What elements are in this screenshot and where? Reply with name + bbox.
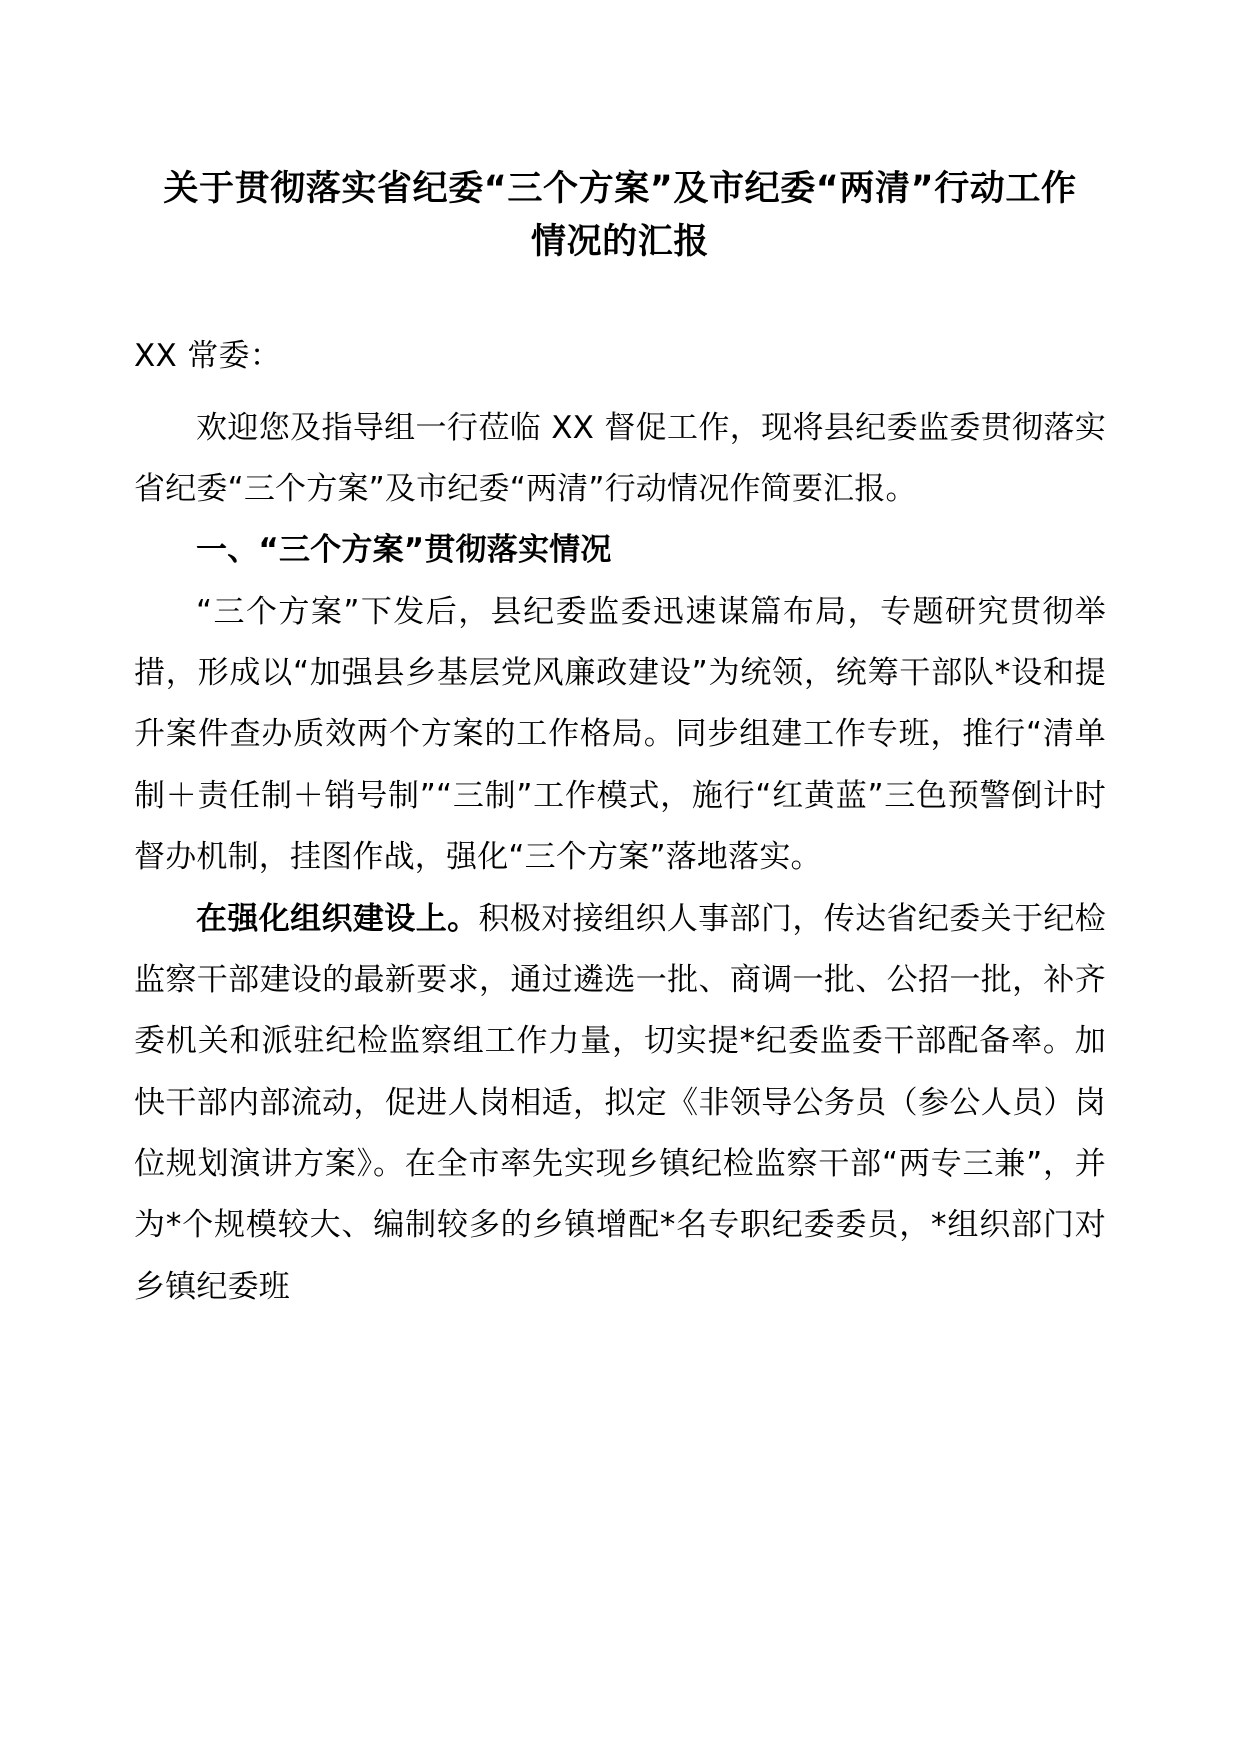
salutation-spacer [134,382,1106,398]
intro-paragraph: 欢迎您及指导组一行莅临 XX 督促工作，现将县纪委监委贯彻落实省纪委“三个方案”及市纪委“两清”行动情况作简要汇报。 [134,409,1106,507]
section-one-paragraph-2 [134,889,1106,1319]
page-title [134,163,1106,269]
section-one-paragraph-2-lead: 在强化组织建设上。 [196,900,479,937]
section-one-paragraph-2-body: 积极对接组织人事部门，传达省纪委关于纪检监察干部建设的最新要求，通过遴选一批、商调一批、公招一批，补齐委机关和派驻纪检监察组工作力量，切实提*纪委监委干部配备率。加快干部内部流动，促进人岗相适，拟定《非领导公务员（参公人员）岗位规划演讲方案》。在全市率先实现乡镇纪检监察干部“两专三兼”，并为*个规模较大、编制较多的乡镇增配*名专职纪委委员，*组织部门对乡镇纪委班 [134,900,1106,1305]
salutation: XX 常委： [134,338,282,375]
section-heading-one: 一、“三个方案”贯彻落实情况 [196,532,612,569]
title-spacer [134,269,1106,331]
page-title-line-2: 情况的汇报 [530,222,709,263]
page-title-line-1: 关于贯彻落实省纪委“三个方案”及市纪委“两清”行动工作 [163,169,1077,209]
section-one-paragraph-1: “三个方案”下发后，县纪委监委迅速谋篇布局，专题研究贯彻举措，形成以“加强县乡基层党风廉政建设”为统领，统筹干部队*设和提升案件查办质效两个方案的工作格局。同步组建工作专班，推行“清单制＋责任制＋销号制”“三制”工作模式，施行“红黄蓝”三色预警倒计时督办机制，挂图作战，强化“三个方案”落地落实。 [134,593,1106,876]
